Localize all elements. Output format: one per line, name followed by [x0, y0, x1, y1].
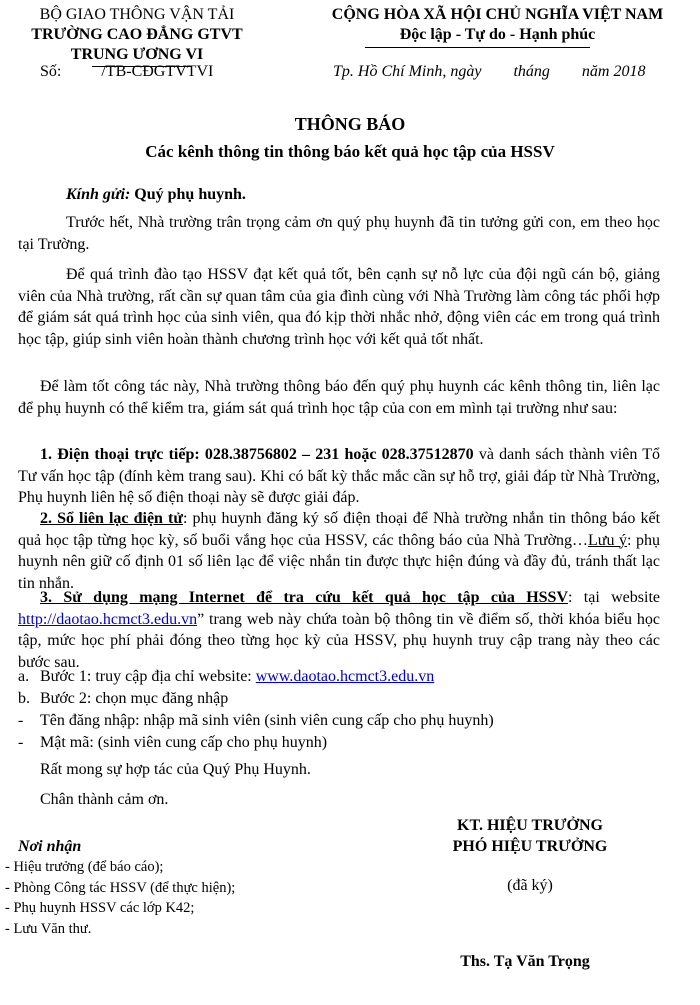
channel-internet-heading: 3. Sử dụng mạng Internet để tra cứu kết quả học tập của HSSV	[40, 589, 569, 606]
national-motto: Độc lập - Tự do - Hạnh phúc	[399, 26, 596, 43]
recipient-item: - Lưu Văn thư.	[5, 920, 92, 937]
channel-phone-heading: 1. Điện thoại trực tiếp: 028.38756802 – 231 hoặc 028.37512870	[40, 446, 474, 463]
paragraph-purpose: Để quá trình đào tạo HSSV đạt kết quả tốt, bên cạnh sự nỗ lực của đội ngũ cán bộ, giảng viên của Nhà trường, rất cần sự quan tâm của gia đình cùng với Nhà Trường làm công tác phối hợp để giám sát quá trình học của sinh viên, qua đó kịp thời nhắc nhở, động viên các em trong quá trình học tập, giúp sinh viên hoàn thành chương trình học với kết quả tốt nhất.	[18, 266, 660, 348]
greeting-target: Quý phụ huynh.	[130, 186, 246, 203]
paragraph-channels-intro: Để làm tốt công tác này, Nhà trường thông báo đến quý phụ huynh các kênh thông tin, liên lạc để phụ huynh có thể kiểm tra, giám sát quá trình học tập của con em mình tại trường như sau:	[18, 378, 660, 417]
step-username-text: Tên đăng nhập: nhập mã sinh viên (sinh viên cung cấp cho phụ huynh)	[40, 712, 494, 729]
step-1-marker: a.	[18, 668, 30, 685]
school-name-line2: TRUNG ƯƠNG VI	[70, 46, 204, 63]
signer-name: Ths. Tạ Văn Trọng	[460, 953, 590, 970]
recipient-item: - Phụ huynh HSSV các lớp K42;	[5, 900, 195, 916]
channel-e-contact-book	[18, 508, 660, 594]
step-password-text: Mật mã: (sinh viên cung cấp cho phụ huynh)	[40, 734, 328, 751]
school-name-line1: TRƯỜNG CAO ĐẲNG GTVT	[31, 26, 243, 43]
paragraph-thanks: Trước hết, Nhà trường trân trọng cảm ơn quý phụ huynh đã tin tưởng gửi con, em theo học tại Trường.	[18, 214, 660, 253]
recipient-item: - Hiệu trưởng (để báo cáo);	[5, 859, 164, 875]
notice-subtitle: Các kênh thông tin thông báo kết quả học tập của HSSV	[145, 142, 555, 161]
step-1-link[interactable]: www.daotao.hcmct3.edu.vn	[255, 668, 435, 685]
channel-e-contact-note-label: Lưu ý	[588, 531, 628, 549]
recipients-label: Nơi nhận	[18, 838, 82, 855]
document-number-suffix: /TB-CĐGTVTVI	[101, 63, 214, 80]
header-left	[2, 5, 272, 65]
step-password	[18, 734, 660, 752]
step-2	[18, 690, 660, 708]
nation-title: CỘNG HÒA XÃ HỘI CHỦ NGHĨA VIỆT NAM	[331, 6, 664, 23]
notice-title: THÔNG BÁO	[294, 114, 406, 134]
step-2-text: Bước 2: chọn mục đăng nhập	[40, 690, 229, 707]
place-date: Tp. Hồ Chí Minh, ngày tháng năm 2018	[333, 63, 646, 80]
recipients-list	[5, 857, 235, 939]
step-username-marker: -	[18, 712, 24, 729]
step-1-text: Bước 1: truy cập địa chỉ website:	[40, 668, 256, 685]
header-right	[300, 5, 695, 45]
channel-internet-text: ” trang web này chứa toàn bộ thông tin về điểm số, thời khóa biểu học tập, mức học phí phải đóng theo từng học kỳ của HSSV, phụ huynh truy cập trang này theo các bước sau.	[18, 610, 660, 671]
document-number	[40, 63, 213, 81]
channel-e-contact-heading: 2. Sổ liên lạc điện tử	[40, 510, 183, 527]
channel-phone	[18, 444, 660, 509]
step-password-marker: -	[18, 734, 24, 751]
signature-title-1: KT. HIỆU TRƯỞNG	[457, 817, 603, 834]
signature-status: (đã ký)	[507, 877, 553, 894]
channel-internet	[18, 587, 660, 673]
ministry-name: BỘ GIAO THÔNG VẬN TẢI	[39, 6, 235, 23]
greeting	[66, 186, 700, 204]
closing-thanks: Chân thành cảm ơn.	[40, 791, 169, 808]
step-username	[18, 712, 660, 730]
closing-cooperation: Rất mong sự hợp tác của Quý Phụ Huynh.	[40, 761, 311, 778]
channel-internet-link[interactable]: http://daotao.hcmct3.edu.vn	[18, 610, 198, 628]
step-1	[18, 668, 660, 686]
signature-title-2: PHÓ HIỆU TRƯỞNG	[452, 838, 608, 855]
channel-internet-mid: : tại website	[568, 589, 661, 606]
channel-e-contact-text: : phụ huynh đăng ký số điện thoại để Nhà trường nhắn tin thông báo kết quả học tập từng học kỳ, số buổi vắng học của HSSV, các thông báo của Nhà Trường…	[18, 510, 661, 549]
channel-phone-text: và danh sách thành viên Tổ Tư vấn học tập (đính kèm trang sau). Khi có bất kỳ thắc mắc cần sự hỗ trợ, giải đáp từ Nhà Trường, Phụ huynh liên hệ số điện thoại này sẽ được giải đáp.	[18, 446, 661, 506]
greeting-label: Kính gửi:	[66, 186, 131, 203]
step-2-marker: b.	[18, 690, 30, 707]
document-number-label: Số:	[40, 63, 62, 80]
channel-e-contact-note: : phụ huynh nên giữ cố định 01 số liên lạc để việc nhắn tin được thực hiện đúng và đầy đủ, tránh thất lạc tin nhắn.	[18, 531, 660, 592]
motto-underline	[365, 47, 590, 48]
recipient-item: - Phòng Công tác HSSV (để thực hiện);	[5, 879, 236, 896]
